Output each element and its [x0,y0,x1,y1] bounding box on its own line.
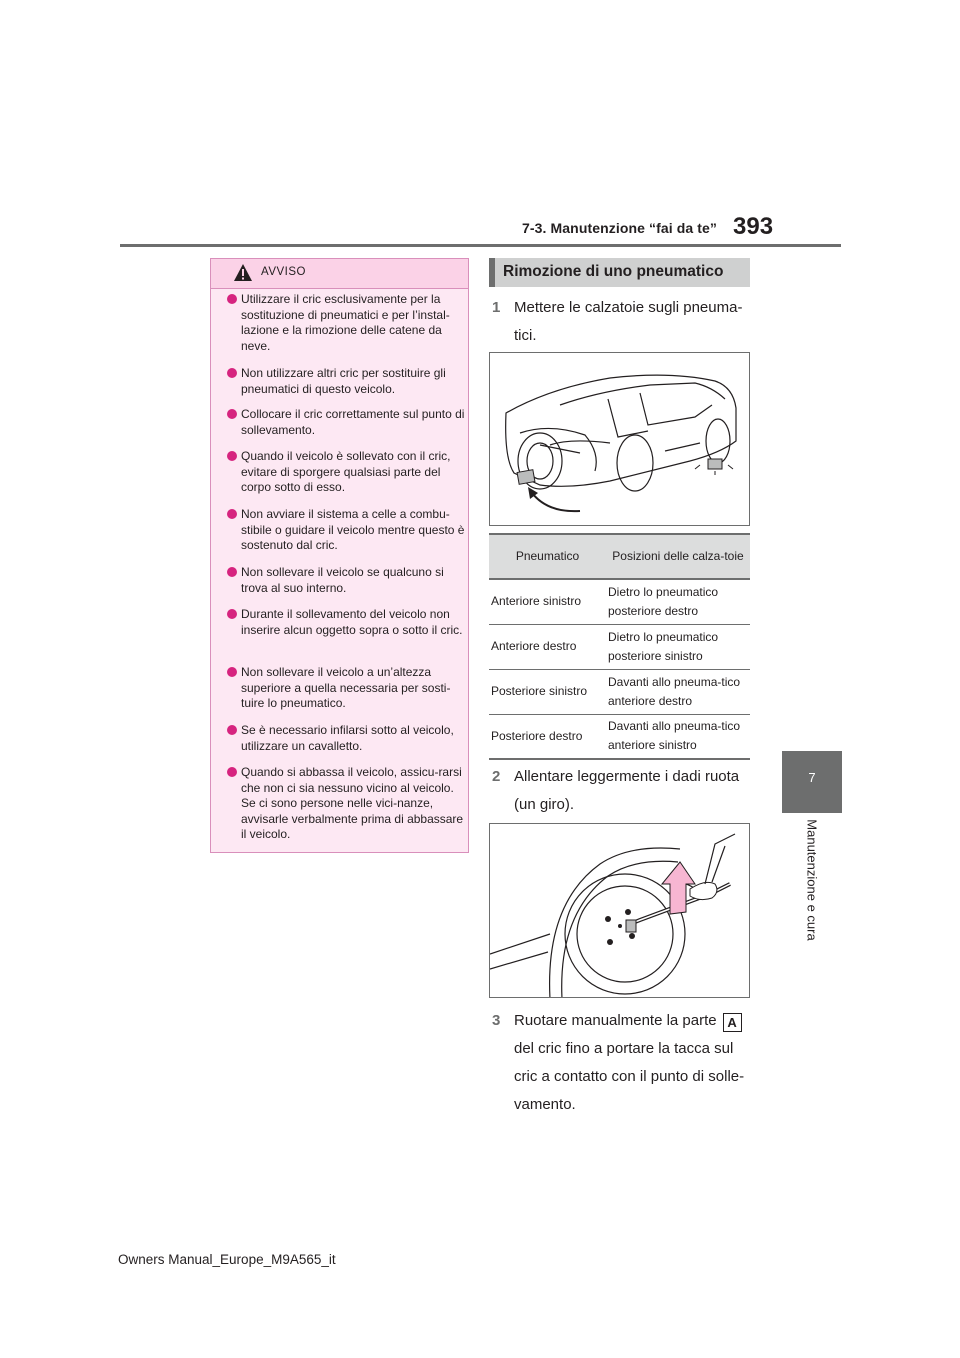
wrench-illustration [490,824,750,998]
warning-item-text: Non utilizzare altri cric per sostituire gli pneumatici di questo veicolo. [241,366,446,396]
step-text: Allentare leggermente i dadi ruota (un giro). [514,768,740,813]
warning-item [227,607,465,638]
warning-item [227,565,465,596]
warning-item [227,366,465,397]
warning-item-text: Non avviare il sistema a celle a combu-stibile o guidare il veicolo mentre questo è sostenuto dal cric. [241,507,465,552]
step-number: 2 [492,768,501,785]
warning-box [210,258,469,853]
warning-item [227,765,465,843]
step-text-part: del cric fino a portare la tacca sul cric a contatto con il punto di solle-vamento. [514,1040,745,1113]
chapter-number: 7 [808,770,816,785]
warning-item [227,507,465,554]
page-number: 393 [733,213,774,240]
table-header-row [489,534,750,579]
step-3-continued [514,1035,746,1119]
table-row [489,669,750,714]
warning-item-text: Non sollevare il veicolo se qualcuno si trova al suo interno. [241,565,444,595]
chapter-rule [782,810,842,813]
table-cell: Posteriore sinistro [489,669,606,714]
warning-item [227,292,465,354]
section-title: Rimozione di uno pneumatico [489,258,750,287]
step-text: Mettere le calzatoie sugli pneuma-tici. [514,299,743,344]
warning-item-text: Collocare il cric correttamente sul punto di sollevamento. [241,407,465,437]
warning-item-text: Quando si abbassa il veicolo, assicu-rarsi che non ci sia nessuno vicino al veicolo. Se ci sono persone nelle vici-nanze, avvisarle verbalmente prima di abbassare il veicolo. [241,765,464,841]
table-cell: Davanti allo pneuma-tico anteriore sinistro [606,714,750,759]
table-cell: Posteriore destro [489,714,606,759]
bullet-icon [227,567,237,577]
bullet-icon [227,725,237,735]
warning-triangle-icon [233,263,253,283]
warning-title: AVVISO [261,266,306,278]
warning-item-text: Durante il sollevamento del veicolo non inserire alcun oggetto sopra o sotto il cric. [241,607,463,637]
warning-item-text: Utilizzare il cric esclusivamente per la sostituzione di pneumatici e per l’instal-lazione e la rimozione delle catene da neve. [241,292,450,353]
bullet-icon [227,509,237,519]
bullet-icon [227,409,237,419]
step-text [514,1007,744,1035]
warning-item [227,407,465,438]
bullet-icon [227,667,237,677]
table-cell: Dietro lo pneumatico posteriore sinistro [606,624,750,669]
table-row [489,714,750,759]
warning-header [211,259,468,289]
step-text-part: Ruotare manualmente la parte [514,1012,717,1029]
bullet-icon [227,451,237,461]
wheel-nut-illustration [489,823,750,998]
bullet-icon [227,294,237,304]
table-header: Posizioni delle calza-toie [606,534,750,579]
table-cell: Davanti allo pneuma-tico anteriore destro [606,669,750,714]
bullet-icon [227,609,237,619]
step-number: 3 [492,1012,501,1029]
part-label-a: A [723,1013,742,1032]
step-number: 1 [492,299,501,316]
table-row [489,624,750,669]
bullet-icon [227,368,237,378]
warning-item [227,665,465,712]
table-row [489,579,750,624]
table-header: Pneumatico [489,534,606,579]
footer-doc-id: Owners Manual_Europe_M9A565_it [118,1252,336,1267]
car-illustration [490,353,750,526]
table-cell: Anteriore destro [489,624,606,669]
warning-item-text: Non sollevare il veicolo a un’altezza superiore a quella necessaria per sosti-tuire lo pneumatico. [241,665,451,710]
table-cell: Anteriore sinistro [489,579,606,624]
warning-item [227,723,465,754]
warning-item-text: Quando il veicolo è sollevato con il cric, evitare di sporgere qualsiasi parte del corpo sotto di esso. [241,449,451,494]
header-rule [120,244,841,247]
chock-positions-table [489,533,750,760]
warning-item-text: Se è necessario infilarsi sotto al veicolo, utilizzare un cavalletto. [241,723,454,753]
section-heading: 7-3. Manutenzione “fai da te” [522,220,718,236]
table-cell: Dietro lo pneumatico posteriore destro [606,579,750,624]
bullet-icon [227,767,237,777]
chapter-label: Manutenzione e cura [804,819,820,941]
car-chock-illustration [489,352,750,526]
warning-item [227,449,465,496]
